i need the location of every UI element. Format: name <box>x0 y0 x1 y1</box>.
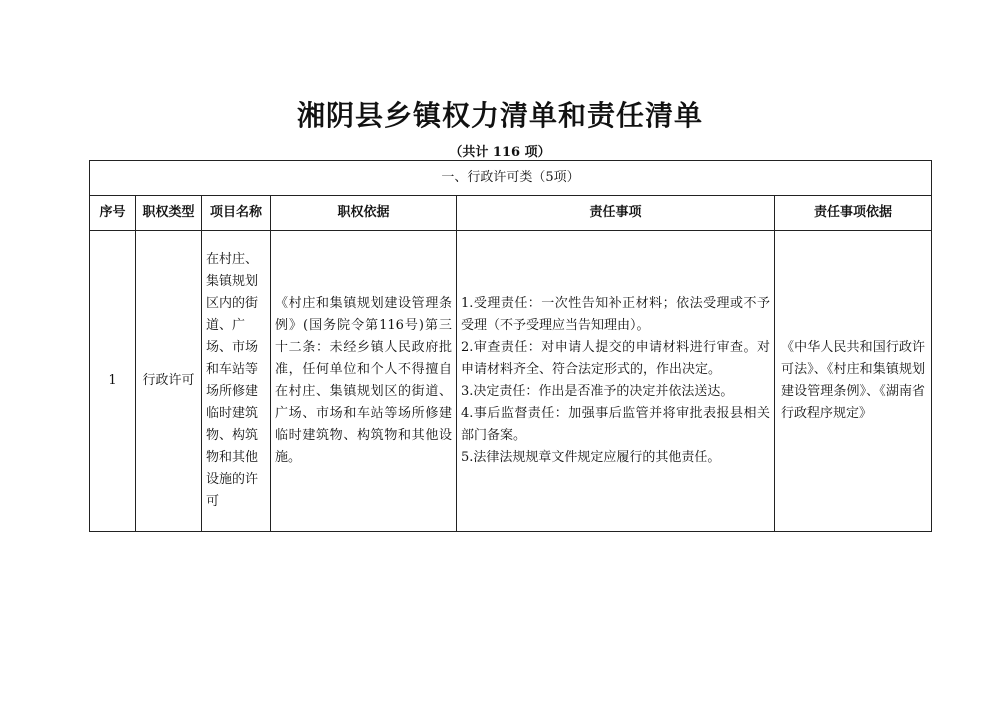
cell-name: 在村庄、集镇规划区内的街道、广场、市场和车站等场所修建临时建筑物、构筑物和其他设施的许可 <box>202 231 271 532</box>
header-type: 职权类型 <box>136 196 202 231</box>
duty-item: 1.受理责任：一次性告知补正材料；依法受理或不予受理（不予受理应当告知理由）。 <box>461 296 770 333</box>
cell-duty-basis: 《中华人民共和国行政许可法》、《村庄和集镇规划建设管理条例》、《湖南省行政程序规定》 <box>775 231 932 532</box>
duty-item: 2.审查责任：对申请人提交的申请材料进行审查。对申请材料齐全、符合法定形式的，作出决定。 <box>461 340 770 377</box>
document-subtitle: （共计 116 项） <box>449 145 551 160</box>
cell-basis: 《村庄和集镇规划建设管理条例》(国务院令第116号)第三十二条：未经乡镇人民政府批准，任何单位和个人不得擅自在村庄、集镇规划区的街道、广场、市场和车站等场所修建临时建筑物、构筑物和其他设施。 <box>271 231 457 532</box>
section-label: 一、行政许可类（5项） <box>90 161 932 196</box>
cell-type: 行政许可 <box>136 231 202 532</box>
duty-item: 5.法律法规规章文件规定应履行的其他责任。 <box>461 450 721 465</box>
header-duty: 责任事项 <box>457 196 775 231</box>
document-title: 湘阴县乡镇权力清单和责任清单 <box>296 99 703 132</box>
header-no: 序号 <box>90 196 136 231</box>
table-row <box>90 231 932 532</box>
duty-item: 4.事后监督责任：加强事后监管并将审批表报县相关部门备案。 <box>461 406 770 443</box>
section-row <box>90 161 932 196</box>
header-name: 项目名称 <box>202 196 271 231</box>
duty-item: 3.决定责任：作出是否准予的决定并依法送达。 <box>461 384 734 399</box>
header-basis: 职权依据 <box>271 196 457 231</box>
cell-no: 1 <box>90 231 136 532</box>
power-responsibility-table <box>89 160 932 532</box>
header-duty-basis: 责任事项依据 <box>775 196 932 231</box>
cell-duty <box>457 231 775 532</box>
header-row <box>90 196 932 231</box>
